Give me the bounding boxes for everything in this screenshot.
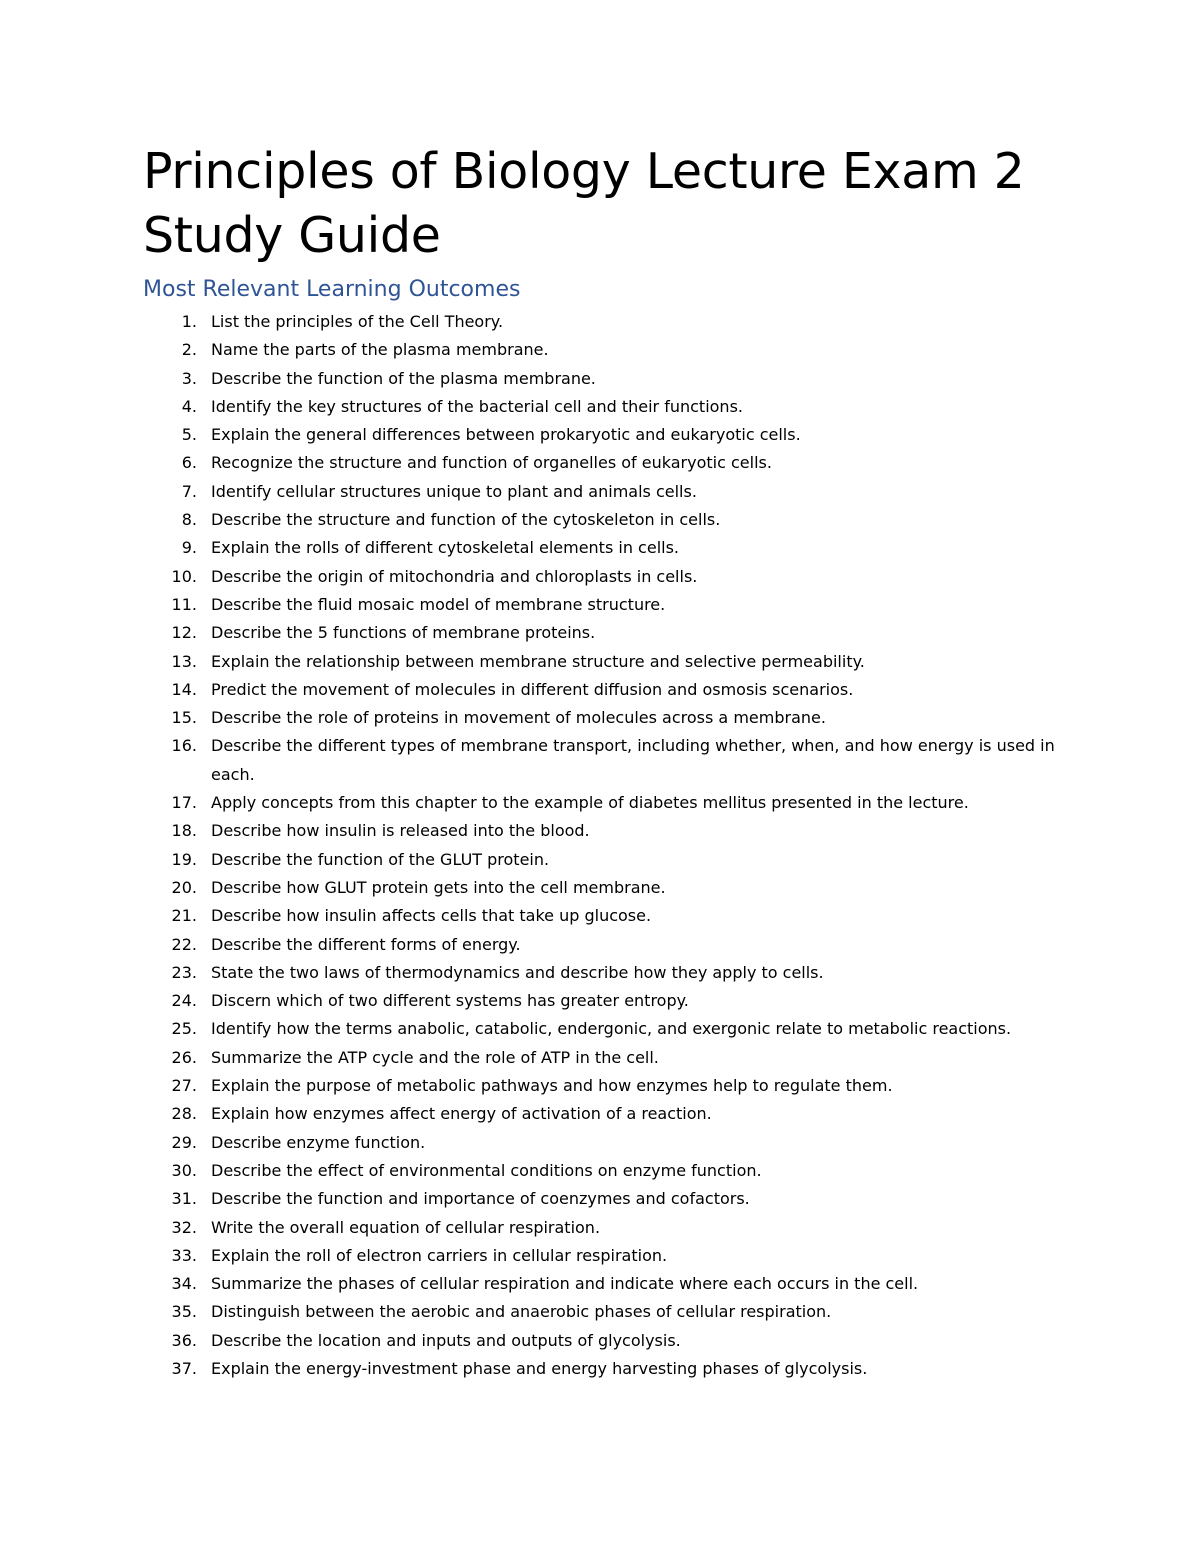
list-item-text: Describe the origin of mitochondria and chloroplasts in cells. bbox=[211, 566, 698, 586]
list-item-number: 28. bbox=[171, 1104, 197, 1124]
list-item-text: Explain the energy-investment phase and energy harvesting phases of glycolysis. bbox=[211, 1358, 868, 1378]
list-item-text: Explain the relationship between membrane structure and selective permeability. bbox=[211, 651, 865, 671]
list-item-number: 35. bbox=[171, 1302, 197, 1322]
list-item-number: 13. bbox=[171, 651, 197, 671]
list-item bbox=[143, 959, 1061, 987]
list-item bbox=[143, 648, 1061, 676]
list-item-text: Summarize the ATP cycle and the role of ATP in the cell. bbox=[211, 1047, 659, 1067]
list-item-number: 10. bbox=[171, 566, 197, 586]
list-item-text: Describe the fluid mosaic model of membrane structure. bbox=[211, 594, 666, 614]
list-item bbox=[143, 1355, 1061, 1383]
list-item bbox=[143, 336, 1061, 364]
list-item bbox=[143, 1015, 1061, 1043]
list-item-text: Describe the effect of environmental conditions on enzyme function. bbox=[211, 1160, 762, 1180]
list-item bbox=[143, 1185, 1061, 1213]
list-item-number: 31. bbox=[171, 1189, 197, 1209]
list-item-number: 27. bbox=[171, 1076, 197, 1096]
list-item-number: 15. bbox=[171, 708, 197, 728]
list-item-text: State the two laws of thermodynamics and describe how they apply to cells. bbox=[211, 962, 824, 982]
list-item bbox=[143, 874, 1061, 902]
list-item-number: 17. bbox=[171, 793, 197, 813]
list-item-text: Explain how enzymes affect energy of activation of a reaction. bbox=[211, 1104, 712, 1124]
list-item bbox=[143, 987, 1061, 1015]
list-item bbox=[143, 1270, 1061, 1298]
list-item-number: 18. bbox=[171, 821, 197, 841]
list-item-number: 33. bbox=[171, 1245, 197, 1265]
list-item-text: Describe the function and importance of coenzymes and cofactors. bbox=[211, 1189, 750, 1209]
list-item bbox=[143, 591, 1061, 619]
list-item-text: Describe how insulin affects cells that take up glucose. bbox=[211, 906, 652, 926]
list-item-number: 8. bbox=[181, 510, 197, 530]
list-item bbox=[143, 817, 1061, 845]
list-item bbox=[143, 365, 1061, 393]
list-item-number: 11. bbox=[171, 594, 197, 614]
list-item bbox=[143, 1327, 1061, 1355]
list-item-number: 3. bbox=[181, 368, 197, 388]
list-item bbox=[143, 1100, 1061, 1128]
list-item-text: Apply concepts from this chapter to the example of diabetes mellitus presented in the lecture. bbox=[211, 793, 969, 813]
list-item-text: Identify how the terms anabolic, catabolic, endergonic, and exergonic relate to metabolic reactions. bbox=[211, 1019, 1012, 1039]
document-title: Principles of Biology Lecture Exam 2 Study Guide bbox=[143, 143, 1025, 264]
list-item-text: Identify cellular structures unique to plant and animals cells. bbox=[211, 481, 697, 501]
list-item-text: Describe how insulin is released into the blood. bbox=[211, 821, 590, 841]
list-item-number: 22. bbox=[171, 934, 197, 954]
list-item-text: Predict the movement of molecules in different diffusion and osmosis scenarios. bbox=[211, 679, 854, 699]
list-item-text: Describe the location and inputs and outputs of glycolysis. bbox=[211, 1330, 681, 1350]
list-item bbox=[143, 732, 1061, 789]
list-item-number: 37. bbox=[171, 1358, 197, 1378]
list-item-number: 24. bbox=[171, 991, 197, 1011]
list-item-text: List the principles of the Cell Theory. bbox=[211, 312, 504, 331]
list-item-number: 19. bbox=[171, 849, 197, 869]
list-item-text: Distinguish between the aerobic and anaerobic phases of cellular respiration. bbox=[211, 1302, 832, 1322]
list-item-number: 1. bbox=[181, 312, 197, 331]
list-item-number: 9. bbox=[181, 538, 197, 558]
list-item-number: 30. bbox=[171, 1160, 197, 1180]
list-item-text: Describe the function of the plasma membrane. bbox=[211, 368, 596, 388]
list-item bbox=[143, 478, 1061, 506]
list-item bbox=[143, 393, 1061, 421]
list-item-number: 36. bbox=[171, 1330, 197, 1350]
list-item-number: 5. bbox=[181, 425, 197, 445]
list-item-text: Describe the different forms of energy. bbox=[211, 934, 521, 954]
list-item bbox=[143, 1129, 1061, 1157]
list-item-text: Discern which of two different systems has greater entropy. bbox=[211, 991, 689, 1011]
list-item bbox=[143, 449, 1061, 477]
list-item-text: Describe the role of proteins in movement of molecules across a membrane. bbox=[211, 708, 826, 728]
list-item bbox=[143, 704, 1061, 732]
list-item-text: Describe the function of the GLUT protein. bbox=[211, 849, 550, 869]
list-item-text: Write the overall equation of cellular respiration. bbox=[211, 1217, 601, 1237]
learning-outcomes-list bbox=[143, 308, 1103, 1383]
list-item-text: Describe how GLUT protein gets into the cell membrane. bbox=[211, 877, 666, 897]
list-item-text: Describe enzyme function. bbox=[211, 1132, 426, 1152]
list-item-text: Name the parts of the plasma membrane. bbox=[211, 340, 549, 360]
list-item-text: Describe the structure and function of the cytoskeleton in cells. bbox=[211, 510, 721, 530]
list-item bbox=[143, 1214, 1061, 1242]
list-item-number: 6. bbox=[181, 453, 197, 473]
list-item bbox=[143, 619, 1061, 647]
list-item-number: 16. bbox=[171, 736, 197, 756]
list-item-number: 26. bbox=[171, 1047, 197, 1067]
list-item bbox=[143, 789, 1061, 817]
list-item bbox=[143, 676, 1061, 704]
list-item-text: Explain the general differences between prokaryotic and eukaryotic cells. bbox=[211, 425, 801, 445]
list-item-number: 2. bbox=[181, 340, 197, 360]
list-item bbox=[143, 506, 1061, 534]
list-item-text: Describe the different types of membrane transport, including whether, when, and how energy is used in each. bbox=[211, 736, 1055, 784]
list-item bbox=[143, 421, 1061, 449]
list-item bbox=[143, 1157, 1061, 1185]
list-item-text: Explain the rolls of different cytoskeletal elements in cells. bbox=[211, 538, 679, 558]
list-item-number: 12. bbox=[171, 623, 197, 643]
list-item bbox=[143, 1072, 1061, 1100]
list-item-text: Explain the roll of electron carriers in cellular respiration. bbox=[211, 1245, 668, 1265]
list-item bbox=[143, 308, 1061, 336]
list-item-number: 25. bbox=[171, 1019, 197, 1039]
list-item-text: Summarize the phases of cellular respiration and indicate where each occurs in the cell. bbox=[211, 1274, 919, 1294]
list-item bbox=[143, 534, 1061, 562]
list-item-number: 14. bbox=[171, 679, 197, 699]
list-item bbox=[143, 1044, 1061, 1072]
list-item bbox=[143, 902, 1061, 930]
list-item-number: 34. bbox=[171, 1274, 197, 1294]
list-item bbox=[143, 931, 1061, 959]
list-item-number: 4. bbox=[181, 396, 197, 416]
list-item-text: Recognize the structure and function of organelles of eukaryotic cells. bbox=[211, 453, 772, 473]
list-item-text: Identify the key structures of the bacterial cell and their functions. bbox=[211, 396, 743, 416]
list-item bbox=[143, 1242, 1061, 1270]
list-item bbox=[143, 563, 1061, 591]
list-item bbox=[143, 1298, 1061, 1326]
section-heading: Most Relevant Learning Outcomes bbox=[143, 277, 521, 302]
list-item-text: Explain the purpose of metabolic pathways and how enzymes help to regulate them. bbox=[211, 1076, 893, 1096]
list-item-number: 23. bbox=[171, 962, 197, 982]
list-item-number: 20. bbox=[171, 877, 197, 897]
list-item-text: Describe the 5 functions of membrane proteins. bbox=[211, 623, 596, 643]
list-item-number: 7. bbox=[181, 481, 197, 501]
document-content bbox=[143, 140, 1103, 1383]
list-item-number: 29. bbox=[171, 1132, 197, 1152]
list-item-number: 32. bbox=[171, 1217, 197, 1237]
list-item-number: 21. bbox=[171, 906, 197, 926]
list-item bbox=[143, 846, 1061, 874]
